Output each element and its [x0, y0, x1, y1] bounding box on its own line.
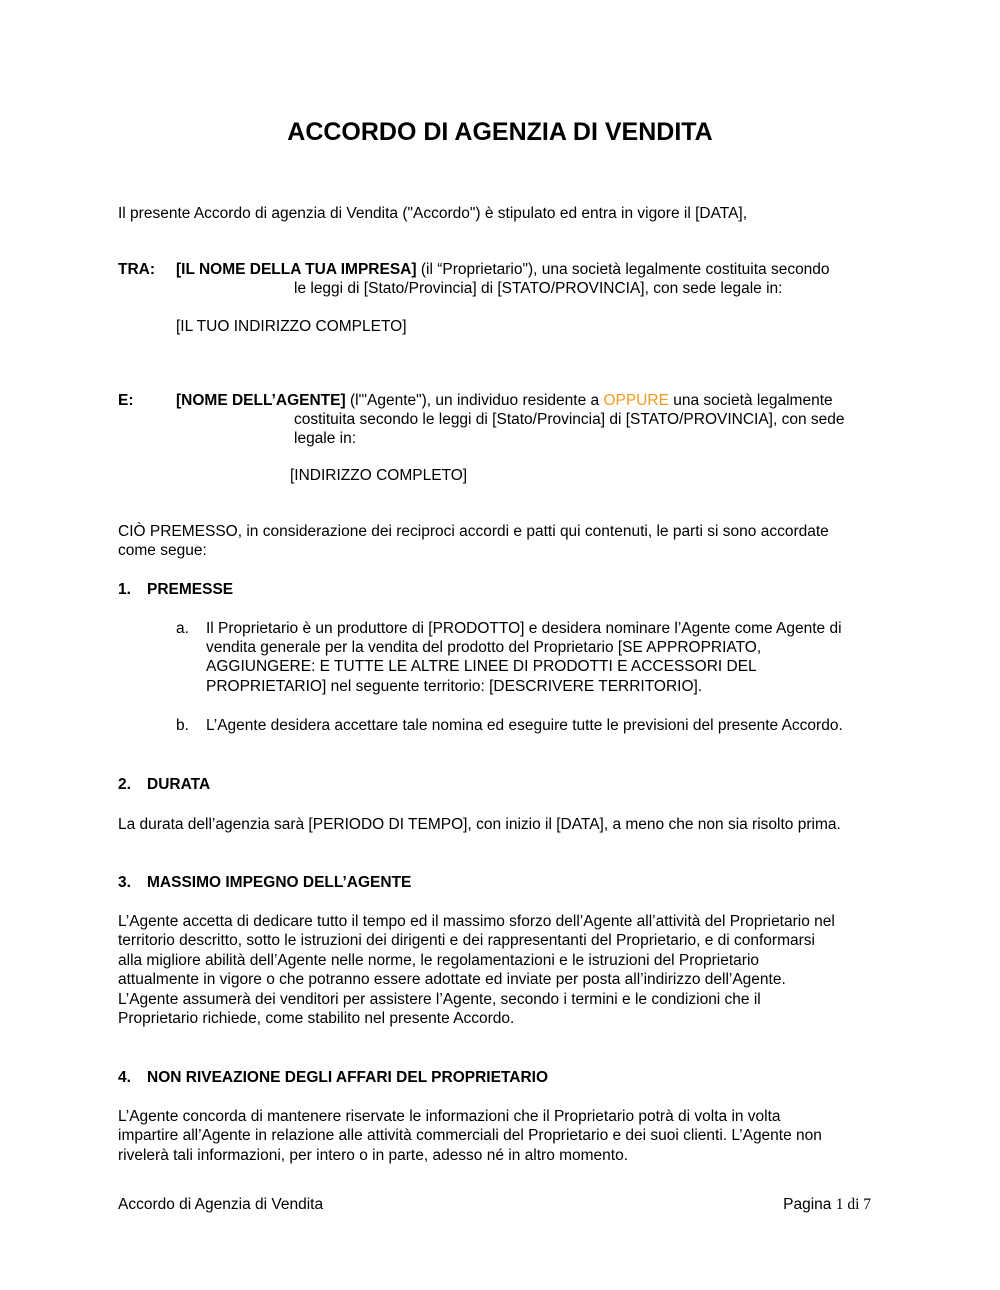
section-3-line: alla migliore abilità dell’Agente nelle norme, le regolamentazioni e le istruzioni del Proprietario: [118, 952, 760, 969]
footer-document-name: Accordo di Agenzia di Vendita: [118, 1196, 324, 1213]
party1-label: TRA:: [118, 261, 156, 278]
section-2-text: La durata dell’agenzia sarà [PERIODO DI TEMPO], con inizio il [DATA], a meno che non sia risolto prima.: [118, 816, 841, 833]
item-b-marker: b.: [176, 717, 189, 734]
section-3-number: 3.: [118, 874, 131, 891]
party1-line1-rest: (il “Proprietario"), una società legalmente costituita secondo: [416, 261, 830, 278]
item-a-line: AGGIUNGERE: E TUTTE LE ALTRE LINEE DI PRODOTTI E ACCESSORI DEL: [206, 658, 757, 675]
footer-page-current: 1: [835, 1196, 844, 1213]
item-b-line: L’Agente desidera accettare tale nomina ed eseguire tutte le previsioni del presente Accordo.: [206, 717, 843, 734]
premise-line2: come segue:: [118, 542, 207, 559]
party2-line1: [176, 391, 833, 411]
section-3-line: L’Agente assumerà dei venditori per assistere l’Agente, secondo i termini e le condizioni che il: [118, 991, 761, 1008]
party2-line3: legale in:: [294, 430, 357, 447]
footer-page-number: [783, 1195, 871, 1215]
intro-paragraph: Il presente Accordo di agenzia di Vendita ("Accordo") è stipulato ed entra in vigore il [DATA],: [118, 205, 748, 222]
party2-line1-b: una società legalmente: [668, 392, 833, 409]
party1-line2: le leggi di [Stato/Provincia] di [STATO/PROVINCIA], con sede legale in:: [294, 280, 783, 297]
footer-page-total: 7: [863, 1196, 871, 1213]
section-4-line: impartire all’Agente in relazione alle attività commerciali del Proprietario e dei suoi clienti. L’Agente non: [118, 1127, 822, 1144]
section-2-heading: DURATA: [147, 776, 211, 793]
section-4-line: L’Agente concorda di mantenere riservate le informazioni che il Proprietario potrà di volta in volta: [118, 1108, 781, 1125]
section-3-heading: MASSIMO IMPEGNO DELL’AGENTE: [147, 874, 412, 891]
party1-line1: [176, 260, 830, 280]
section-1-heading: PREMESSE: [147, 581, 234, 598]
footer-page-of: di: [843, 1196, 864, 1213]
section-4-number: 4.: [118, 1069, 131, 1086]
party1-address: [IL TUO INDIRIZZO COMPLETO]: [176, 318, 407, 335]
party2-label: E:: [118, 392, 134, 409]
section-4-heading: NON RIVEAZIONE DEGLI AFFARI DEL PROPRIETARIO: [147, 1069, 549, 1086]
section-3-line: territorio descritto, sotto le istruzioni dei dirigenti e dei rappresentanti del Proprietario, e di conformarsi: [118, 932, 815, 949]
section-3-line: Proprietario richiede, come stabilito nel presente Accordo.: [118, 1010, 515, 1027]
item-a-line: vendita generale per la vendita del prodotto del Proprietario [SE APPROPRIATO,: [206, 639, 762, 656]
document-title: ACCORDO DI AGENZIA DI VENDITA: [287, 118, 713, 146]
item-a-line: PROPRIETARIO] nel seguente territorio: [DESCRIVERE TERRITORIO].: [206, 678, 703, 695]
party2-line2: costituita secondo le leggi di [Stato/Provincia] di [STATO/PROVINCIA], con sede: [294, 411, 845, 428]
section-3-line: attualmente in vigore o che potranno essere adottate ed inviate per posta all’indirizzo dell’Agente.: [118, 971, 786, 988]
party2-line1-a: (l'"Agente"), un individuo residente a: [345, 392, 604, 409]
section-3-line: L’Agente accetta di dedicare tutto il tempo ed il massimo sforzo dell’Agente all’attività del Proprietario nel: [118, 913, 835, 930]
party1-name: [IL NOME DELLA TUA IMPRESA]: [176, 261, 417, 278]
party2-address: [INDIRIZZO COMPLETO]: [290, 467, 468, 484]
item-a-line: Il Proprietario è un produttore di [PRODOTTO] e desidera nominare l’Agente come Agente di: [206, 620, 842, 637]
footer-page-label: Pagina: [783, 1196, 836, 1213]
section-2-number: 2.: [118, 776, 131, 793]
section-1-number: 1.: [118, 581, 131, 598]
party2-oppure-highlight: OPPURE: [603, 392, 669, 409]
section-4-line: rivelerà tali informazioni, per intero o in parte, adesso né in altro momento.: [118, 1147, 629, 1164]
premise-line1: CIÒ PREMESSO, in considerazione dei reciproci accordi e patti qui contenuti, le parti si sono accordate: [118, 523, 829, 540]
item-a-marker: a.: [176, 620, 189, 637]
party2-name: [NOME DELL’AGENTE]: [176, 392, 346, 409]
